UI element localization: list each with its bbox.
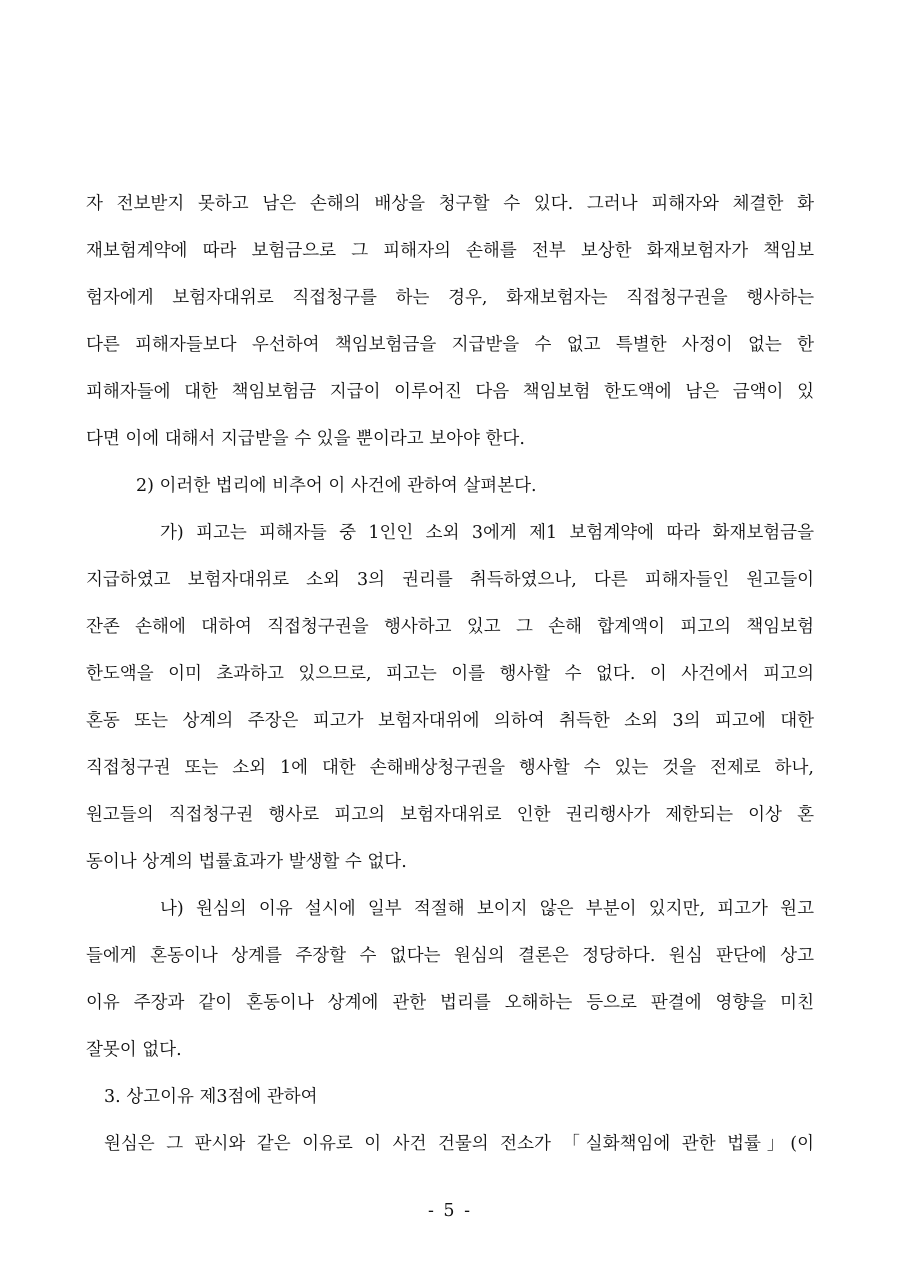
body-text-line: 다른 피해자들보다 우선하여 책임보험금을 지급받을 수 없고 특별한 사정이 없는 한 bbox=[86, 335, 814, 355]
subsection-heading: 2) 이러한 법리에 비추어 이 사건에 관하여 살펴본다. bbox=[136, 476, 537, 496]
body-text-line: 이유 주장과 같이 혼동이나 상계에 관한 법리를 오해하는 등으로 판결에 영향을 미친 bbox=[86, 993, 814, 1013]
body-text-line: 재보험계약에 따라 보험금으로 그 피해자의 손해를 전부 보상한 화재보험자가 책임보 bbox=[86, 241, 814, 261]
body-text-line: 한도액을 이미 초과하고 있으므로, 피고는 이를 행사할 수 없다. 이 사건에서 피고의 bbox=[86, 664, 814, 684]
body-text-line: 동이나 상계의 법률효과가 발생할 수 없다. bbox=[86, 852, 407, 872]
body-text-line: 다면 이에 대해서 지급받을 수 있을 뿐이라고 보아야 한다. bbox=[86, 429, 525, 449]
body-text-line: 나) 원심의 이유 설시에 일부 적절해 보이지 않은 부분이 있지만, 피고가 원고 bbox=[160, 899, 814, 919]
body-text-line: 혼동 또는 상계의 주장은 피고가 보험자대위에 의하여 취득한 소외 3의 피고에 대한 bbox=[86, 711, 814, 731]
page-number: - 5 - bbox=[427, 1201, 473, 1221]
body-text-line: 지급하였고 보험자대위로 소외 3의 권리를 취득하였으나, 다른 피해자들인 원고들이 bbox=[86, 570, 814, 590]
body-text-line: 잘못이 없다. bbox=[86, 1040, 182, 1060]
body-text-line: 가) 피고는 피해자들 중 1인인 소외 3에게 제1 보험계약에 따라 화재보험금을 bbox=[160, 523, 814, 543]
body-text-line: 들에게 혼동이나 상계를 주장할 수 없다는 원심의 결론은 정당하다. 원심 판단에 상고 bbox=[86, 946, 814, 966]
body-text-line: 피해자들에 대한 책임보험금 지급이 이루어진 다음 책임보험 한도액에 남은 금액이 있 bbox=[86, 382, 814, 402]
body-text-line: 원고들의 직접청구권 행사로 피고의 보험자대위로 인한 권리행사가 제한되는 이상 혼 bbox=[86, 805, 814, 825]
body-text-line: 험자에게 보험자대위로 직접청구를 하는 경우, 화재보험자는 직접청구권을 행사하는 bbox=[86, 288, 814, 308]
body-text-line: 자 전보받지 못하고 남은 손해의 배상을 청구할 수 있다. 그러나 피해자와 체결한 화 bbox=[86, 194, 814, 214]
section-heading: 3. 상고이유 제3점에 관하여 bbox=[104, 1087, 318, 1107]
body-text-line: 잔존 손해에 대하여 직접청구권을 행사하고 있고 그 손해 합계액이 피고의 책임보험 bbox=[86, 617, 814, 637]
body-text-line: 원심은 그 판시와 같은 이유로 이 사건 건물의 전소가 「실화책임에 관한 법률」(이 bbox=[104, 1134, 814, 1154]
body-text-line: 직접청구권 또는 소외 1에 대한 손해배상청구권을 행사할 수 있는 것을 전제로 하나, bbox=[86, 758, 814, 778]
